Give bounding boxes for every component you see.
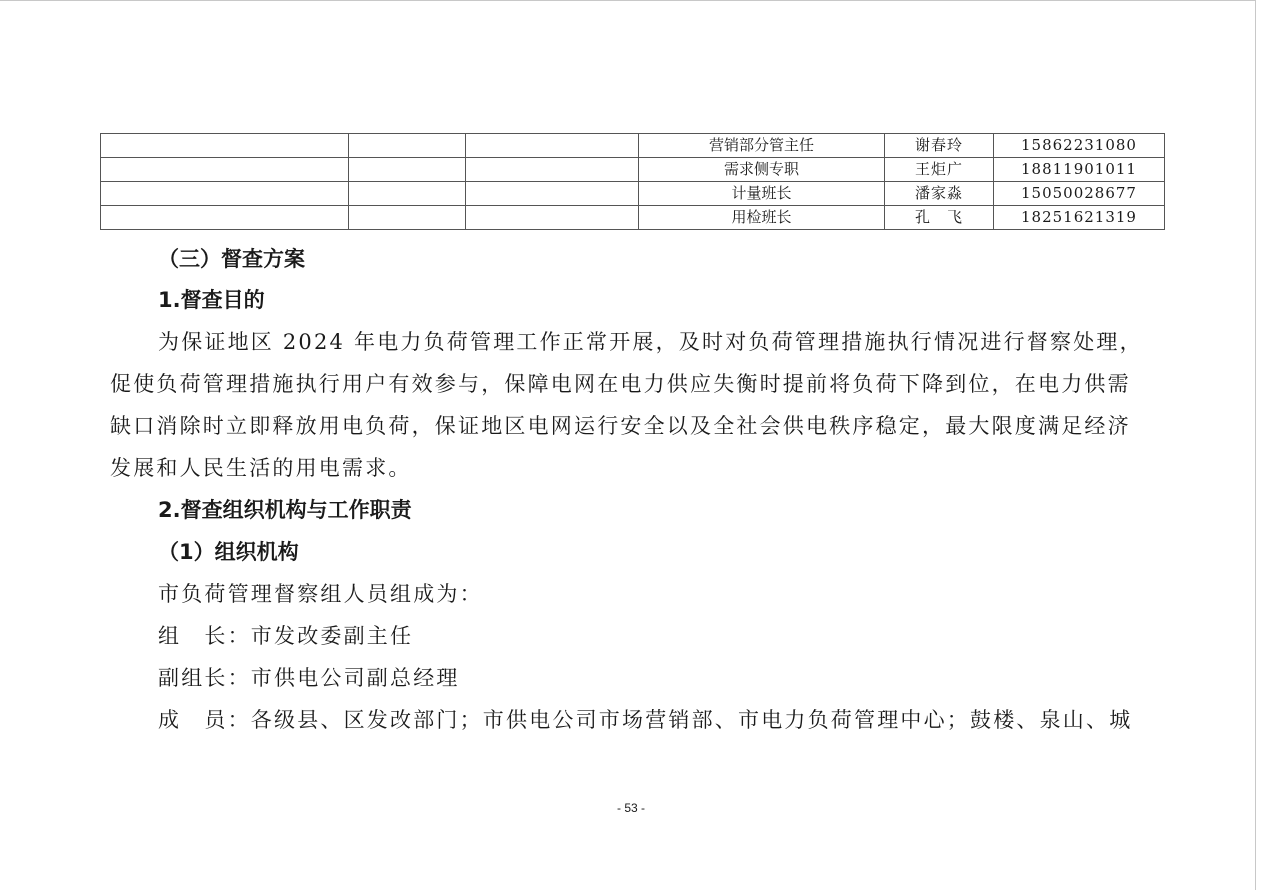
phone-cell: 15862231080: [994, 134, 1165, 158]
name-cell: 王炬广: [885, 158, 994, 182]
table-cell: [466, 206, 639, 230]
table-cell: [349, 158, 466, 182]
intro-text: 市负荷管理督察组人员组成为：: [158, 582, 483, 606]
table-cell: [466, 182, 639, 206]
position-cell: 营销部分管主任: [639, 134, 885, 158]
organization-subheading: （1）组织机构: [158, 540, 299, 564]
table-cell: [349, 206, 466, 230]
phone-cell: 15050028677: [994, 182, 1165, 206]
paragraph-line: 缺口消除时立即释放用电负荷，保证地区电网运行安全以及全社会供电秩序稳定，最大限度满足经济: [110, 414, 1131, 438]
organization-heading: 2.督查组织机构与工作职责: [158, 498, 412, 522]
paragraph-line: 促使负荷管理措施执行用户有效参与，保障电网在电力供应失衡时提前将负荷下降到位，在电力供需: [110, 372, 1131, 396]
table-cell: [101, 134, 349, 158]
purpose-heading: 1.督查目的: [158, 288, 265, 312]
section-heading: （三）督查方案: [158, 247, 305, 271]
position-cell: 计量班长: [639, 182, 885, 206]
name-cell: 孔 飞: [885, 206, 994, 230]
table-cell: [349, 182, 466, 206]
name-cell: 谢春玲: [885, 134, 994, 158]
table-cell: [101, 206, 349, 230]
deputy-text: 副组长：市供电公司副总经理: [158, 666, 460, 690]
members-text: 成 员：各级县、区发改部门；市供电公司市场营销部、市电力负荷管理中心；鼓楼、泉山、城: [158, 708, 1133, 732]
table-cell: [101, 182, 349, 206]
table-cell: [349, 134, 466, 158]
table-row: [101, 206, 1165, 230]
table-cell: [101, 158, 349, 182]
table-row: [101, 134, 1165, 158]
leader-text: 组 长：市发改委副主任: [158, 624, 414, 648]
name-cell: 潘家淼: [885, 182, 994, 206]
phone-cell: 18811901011: [994, 158, 1165, 182]
table-cell: [466, 134, 639, 158]
paragraph-line: 为保证地区 2024 年电力负荷管理工作正常开展，及时对负荷管理措施执行情况进行督察处理，: [158, 330, 1143, 354]
position-cell: 用检班长: [639, 206, 885, 230]
table-row: [101, 182, 1165, 206]
page-number: - 53 -: [616, 801, 645, 815]
contact-table: [100, 133, 1165, 230]
paragraph-line: 发展和人民生活的用电需求。: [110, 456, 412, 480]
phone-cell: 18251621319: [994, 206, 1165, 230]
table-cell: [466, 158, 639, 182]
position-cell: 需求侧专职: [639, 158, 885, 182]
table-row: [101, 158, 1165, 182]
